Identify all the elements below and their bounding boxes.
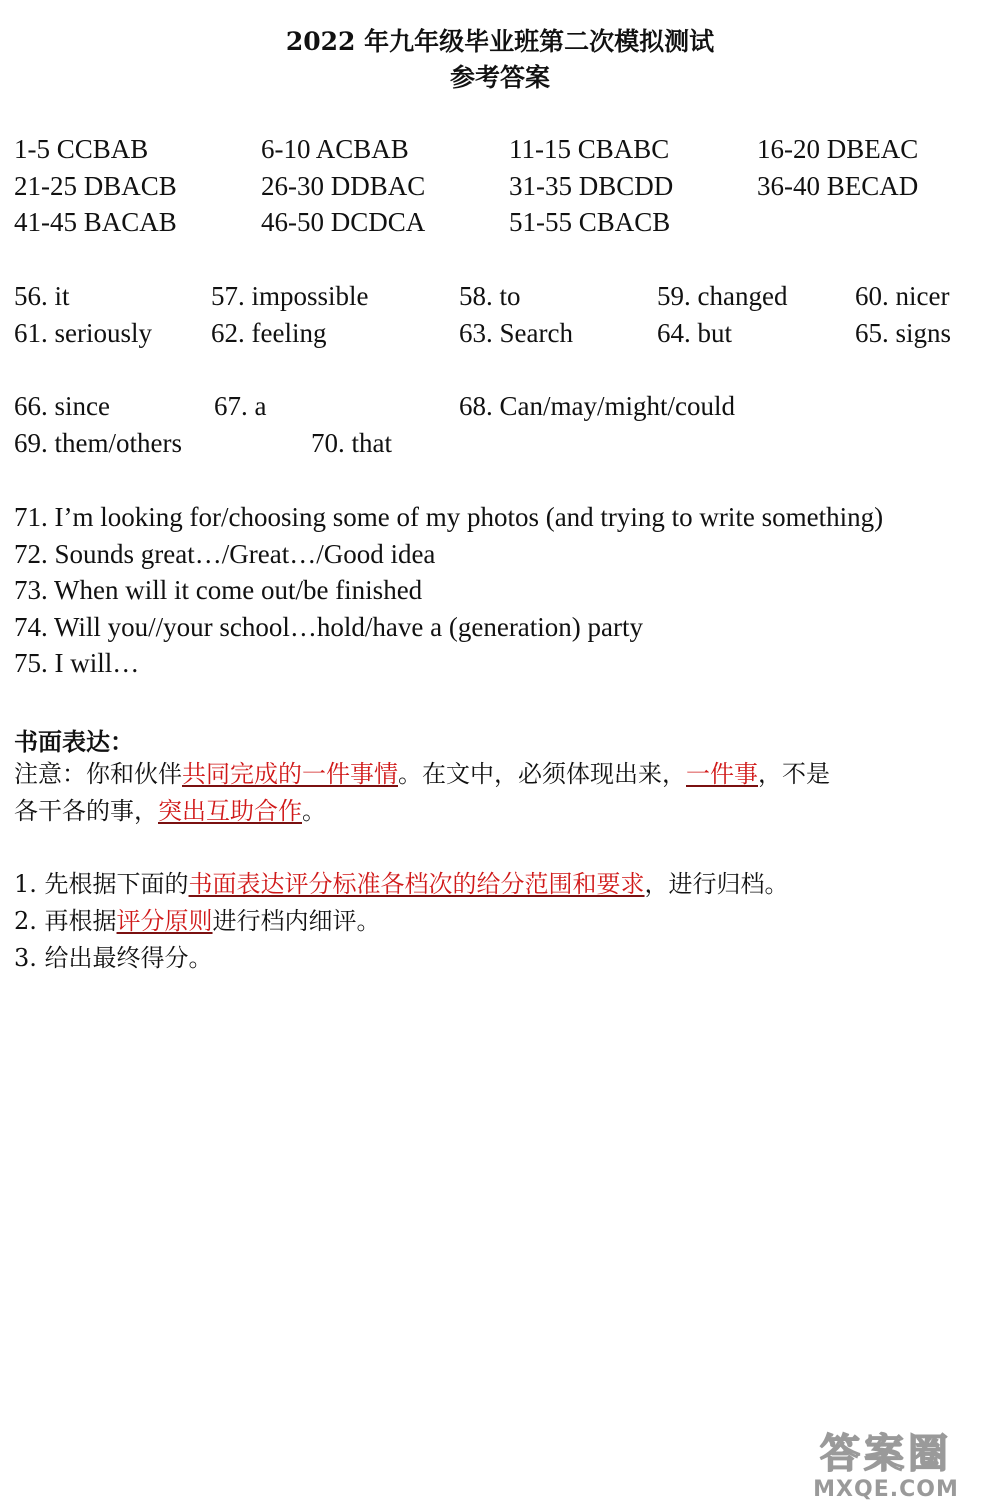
note-text: 。在文中，必须体现出来， xyxy=(398,760,686,788)
step-text: ，进行归档。 xyxy=(644,870,789,898)
writing-heading: 书面表达： xyxy=(14,727,134,756)
mc-answer: 1-5 CCBAB xyxy=(14,134,149,164)
writing-note-line xyxy=(14,793,326,829)
note-text: 。 xyxy=(302,797,326,825)
word-row xyxy=(0,278,1000,314)
watermark-domain: MXQE.COM xyxy=(813,1477,959,1502)
word-answer: 63. Search xyxy=(459,318,573,348)
mc-answer: 36-40 BECAD xyxy=(757,171,919,201)
grading-step xyxy=(14,866,789,902)
note-text: 注意：你和伙伴 xyxy=(14,760,182,788)
mc-row xyxy=(0,204,1000,240)
mc-answer: 16-20 DBEAC xyxy=(757,134,919,164)
sentence-answer: 71. I’m looking for/choosing some of my photos (and trying to write something) xyxy=(14,502,884,532)
mc-answer: 11-15 CBABC xyxy=(509,134,670,164)
word-answer: 64. but xyxy=(657,318,733,348)
writing-note-line xyxy=(14,756,830,792)
fill-answer: 68. Can/may/might/could xyxy=(459,391,735,421)
word-answer: 62. feeling xyxy=(211,318,327,348)
page-subtitle: 参考答案 xyxy=(449,63,550,92)
word-answer: 56. it xyxy=(14,281,70,311)
sentence-answer: 73. When will it come out/be finished xyxy=(14,575,423,605)
word-answer: 61. seriously xyxy=(14,318,152,348)
grading-step: 3. 给出最终得分。 xyxy=(14,944,213,972)
fill-answer: 66. since xyxy=(14,391,110,421)
watermark-text: 答案圈 xyxy=(820,1431,952,1477)
word-answer: 58. to xyxy=(459,281,521,311)
page-title: 2022 年九年级毕业班第二次模拟测试 xyxy=(285,27,715,56)
grading-step xyxy=(14,903,381,939)
fill-row xyxy=(0,425,1000,461)
watermark-logo xyxy=(786,1422,986,1502)
mc-answer: 26-30 DDBAC xyxy=(261,171,426,201)
note-text: 各干各的事， xyxy=(14,797,158,825)
step-highlight: 书面表达评分标准各档次的给分范围和要求 xyxy=(188,870,645,898)
fill-answer: 70. that xyxy=(311,428,392,458)
word-row xyxy=(0,315,1000,351)
mc-row xyxy=(0,131,1000,167)
fill-row xyxy=(0,388,1000,424)
mc-answer: 46-50 DCDCA xyxy=(261,207,426,237)
word-answer: 60. nicer xyxy=(855,281,950,311)
word-answer: 65. signs xyxy=(855,318,952,348)
mc-row xyxy=(0,168,1000,204)
word-answer: 57. impossible xyxy=(211,281,369,311)
note-highlight: 一件事 xyxy=(686,760,758,788)
sentence-answer: 74. Will you//your school…hold/have a (generation) party xyxy=(14,612,644,642)
fill-answer: 69. them/others xyxy=(14,428,182,458)
note-text: ，不是 xyxy=(758,760,830,788)
step-text: 进行档内细评。 xyxy=(212,907,381,935)
mc-answer: 21-25 DBACB xyxy=(14,171,177,201)
mc-answer: 41-45 BACAB xyxy=(14,207,177,237)
sentence-answer: 72. Sounds great…/Great…/Good idea xyxy=(14,539,436,569)
mc-answer: 31-35 DBCDD xyxy=(509,171,674,201)
note-highlight: 突出互助合作 xyxy=(158,797,302,825)
fill-answer: 67. a xyxy=(214,391,267,421)
step-text: 2. 再根据 xyxy=(14,907,117,935)
sentence-answer: 75. I will… xyxy=(14,648,140,678)
step-highlight: 评分原则 xyxy=(116,907,213,935)
mc-answer: 51-55 CBACB xyxy=(509,207,671,237)
mc-answer: 6-10 ACBAB xyxy=(261,134,409,164)
note-highlight: 共同完成的一件事情 xyxy=(182,760,398,788)
step-text: 1. 先根据下面的 xyxy=(14,870,189,898)
word-answer: 59. changed xyxy=(657,281,788,311)
